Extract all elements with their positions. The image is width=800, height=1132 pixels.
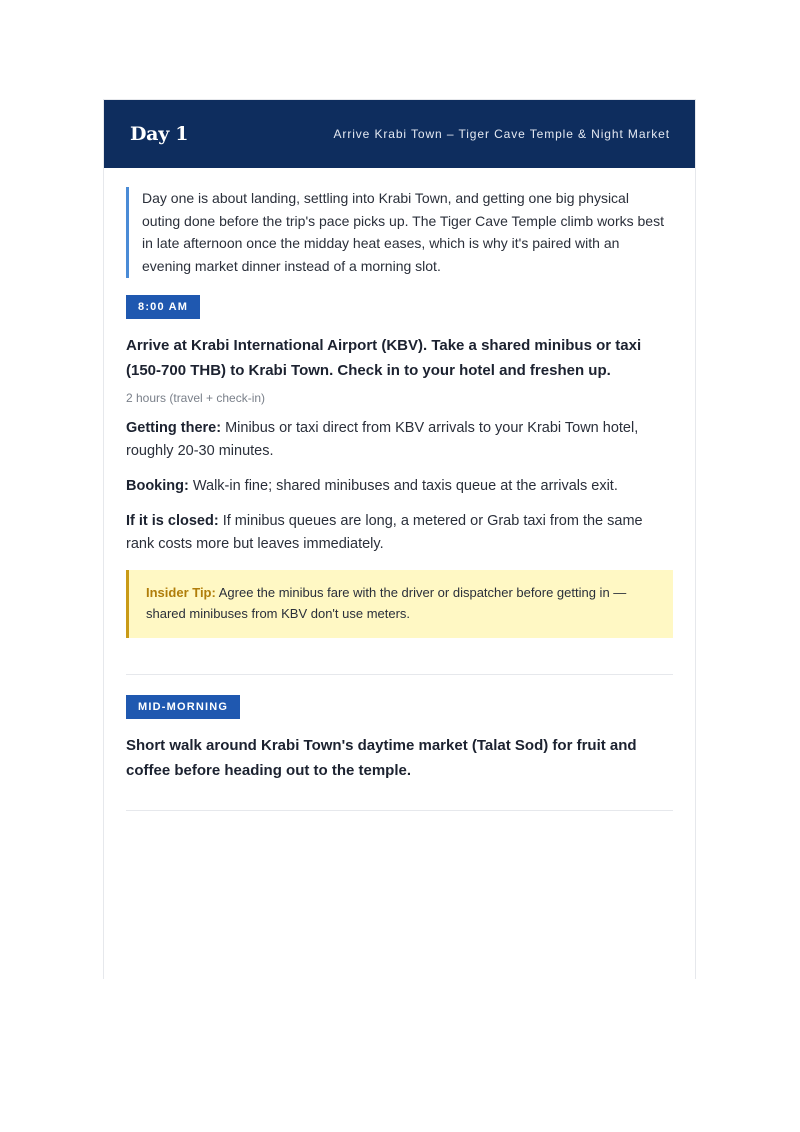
closed-detail <box>126 510 673 556</box>
insider-tip-label: Insider Tip: <box>146 585 216 600</box>
day-subtitle: Arrive Krabi Town – Tiger Cave Temple & Night Market <box>333 127 670 141</box>
time-badge: MID-MORNING <box>126 695 240 719</box>
booking-text: Walk-in fine; shared minibuses and taxis queue at the arrivals exit. <box>192 478 618 494</box>
insider-tip <box>126 570 673 638</box>
activity-2 <box>126 675 673 783</box>
day-intro: Day one is about landing, settling into Krabi Town, and getting one big physical outing done before the trip's pace picks up. The Tiger Cave Temple climb works best in late afternoon once the midday heat eases, which is why it's paired with an evening market dinner instead of a morning slot. <box>126 187 673 278</box>
insider-tip-text: Agree the minibus fare with the driver or dispatcher before getting in — shared minibuses from KBV don't use meters. <box>146 585 627 621</box>
closed-text: If minibus queues are long, a metered or Grab taxi from the same rank costs more but leaves immediately. <box>126 513 643 552</box>
day-content <box>104 187 695 811</box>
getting-there-text: Minibus or taxi direct from KBV arrivals to your Krabi Town hotel, roughly 20-30 minutes. <box>126 420 639 459</box>
activity-title: Short walk around Krabi Town's daytime market (Talat Sod) for fruit and coffee before heading out to the temple. <box>126 737 637 779</box>
closed-label: If it is closed: <box>126 513 219 529</box>
day-card <box>103 99 696 979</box>
activity-title: Arrive at Krabi International Airport (KBV). Take a shared minibus or taxi (150-700 THB) to Krabi Town. Check in to your hotel and freshen up. <box>126 337 642 379</box>
time-badge: 8:00 AM <box>126 295 200 319</box>
activity-divider <box>126 810 673 811</box>
day-title: Day 1 <box>130 123 189 145</box>
activity-duration: 2 hours (travel + check-in) <box>126 391 266 405</box>
getting-there-detail <box>126 417 673 463</box>
booking-detail <box>126 475 673 498</box>
booking-label: Booking: <box>126 478 189 494</box>
getting-there-label: Getting there: <box>126 420 222 436</box>
day-header <box>104 100 695 168</box>
activity-1 <box>126 278 673 638</box>
